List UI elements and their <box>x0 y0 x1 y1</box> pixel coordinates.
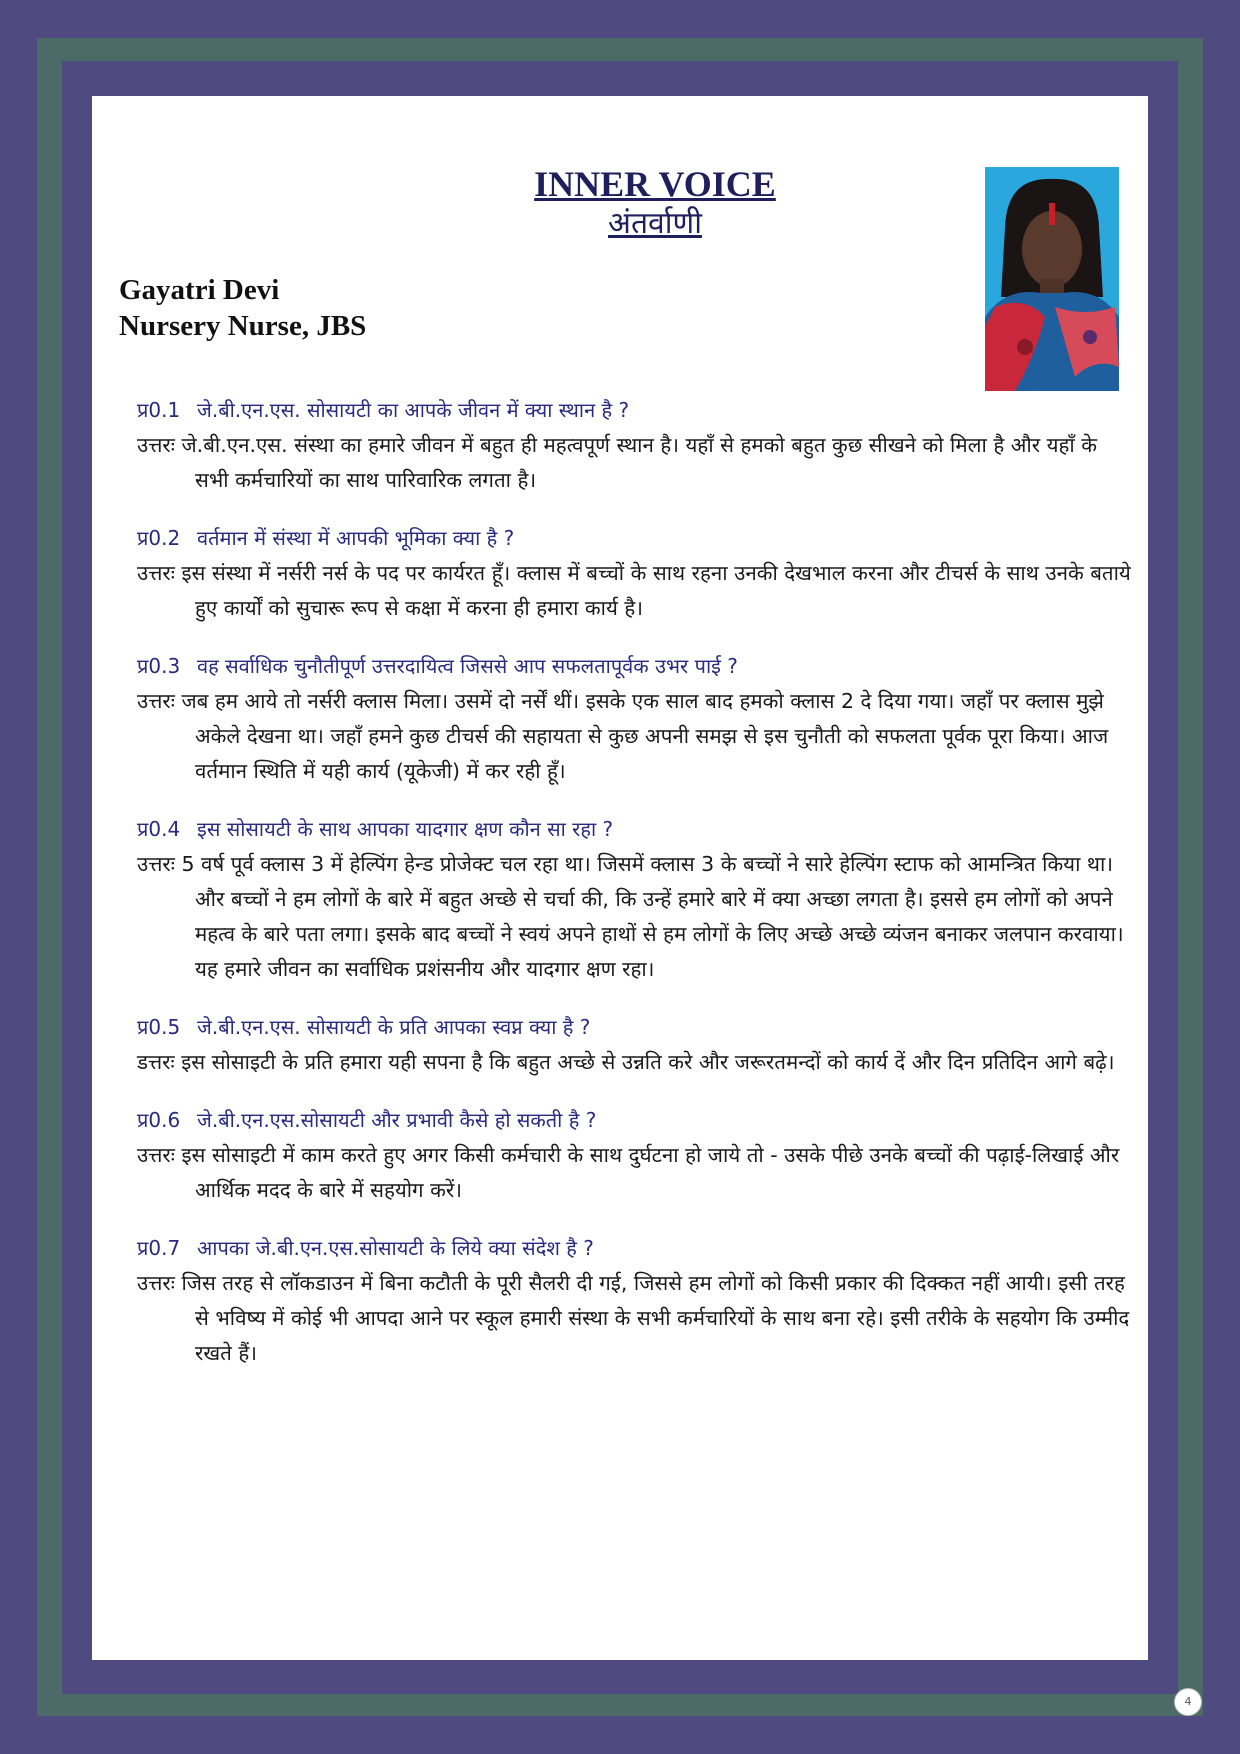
answer-label: डत्तरः <box>137 1050 175 1074</box>
question <box>137 648 1137 684</box>
page-subtitle: अंतर्वाणी <box>608 206 702 241</box>
answer <box>137 1266 1137 1371</box>
answer-label: उत्तरः <box>137 433 175 457</box>
answer-label: उत्तरः <box>137 689 175 713</box>
question <box>137 392 1137 428</box>
answer <box>137 428 1137 498</box>
question-text: जे.बी.एन.एस. सोसायटी के प्रति आपका स्वप्न क्या है ? <box>197 1015 591 1039</box>
question-number: प्र0.7 <box>137 1236 181 1260</box>
qa-item <box>137 520 1137 626</box>
answer-text: इस सोसाइटी के प्रति हमारा यही सपना है कि बहुत अच्छे से उन्नति करे और जरूरतमन्दों को कार्य दें और दिन प्रतिदिन आगे बढ़े। <box>181 1050 1115 1074</box>
author-name: Gayatri Devi <box>119 274 280 306</box>
question-number: प्र0.2 <box>137 526 181 550</box>
question <box>137 520 1137 556</box>
answer <box>137 1045 1137 1080</box>
answer-text: इस सोसाइटी में काम करते हुए अगर किसी कर्मचारी के साथ दुर्घटना हो जाये तो - उसके पीछे उनके बच्चों की पढ़ाई-लिखाई और आर्थिक मदद के बारे में सहयोग करें। <box>181 1143 1120 1202</box>
question <box>137 1230 1137 1266</box>
question-number: प्र0.6 <box>137 1108 181 1132</box>
question-text: इस सोसायटी के साथ आपका यादगार क्षण कौन सा रहा ? <box>197 817 614 841</box>
qa-list <box>137 392 1137 1393</box>
answer <box>137 1138 1137 1208</box>
answer-text: जिस तरह से लॉकडाउन में बिना कटौती के पूरी सैलरी दी गई, जिससे हम लोगों को किसी प्रकार की दिक्कत नहीं आयी। इसी तरह से भविष्य में कोई भी आपदा आने पर स्कूल हमारी संस्था के सभी कर्मचारियों के साथ बना रहे। इसी तरीके के सहयोग कि उम्मीद रखते हैं। <box>181 1271 1130 1365</box>
answer <box>137 556 1137 626</box>
question-number: प्र0.3 <box>137 654 181 678</box>
answer-text: जब हम आये तो नर्सरी क्लास मिला। उसमें दो नर्सें थीं। इसके एक साल बाद हमको क्लास 2 दे दिया गया। जहाँ पर क्लास मुझे अकेले देखना था। जहाँ हमने कुछ टीचर्स की सहायता से कुछ अपनी समझ से इस चुनौती को सफलता पूर्वक पूरा किया। आज वर्तमान स्थिति में यही कार्य (यूकेजी) में कर रही हूँ। <box>181 689 1109 783</box>
document-page <box>92 96 1148 1660</box>
question <box>137 1009 1137 1045</box>
author-block <box>119 272 366 344</box>
question-text: वह सर्वाधिक चुनौतीपूर्ण उत्तरदायित्व जिससे आप सफलतापूर्वक उभर पाई ? <box>197 654 738 678</box>
answer-label: उत्तरः <box>137 1271 175 1295</box>
answer-text: इस संस्था में नर्सरी नर्स के पद पर कार्यरत हूँ। क्लास में बच्चों के साथ रहना उनकी देखभाल करना और टीचर्स के साथ उनके बताये हुए कार्यों को सुचारू रूप से कक्षा में करना ही हमारा कार्य है। <box>181 561 1131 620</box>
question-number: प्र0.1 <box>137 398 181 422</box>
question <box>137 811 1137 847</box>
qa-item <box>137 1009 1137 1080</box>
question-text: जे.बी.एन.एस.सोसायटी और प्रभावी कैसे हो सकती है ? <box>197 1108 597 1132</box>
answer-text: 5 वर्ष पूर्व क्लास 3 में हेल्पिंग हेन्ड प्रोजेक्ट चल रहा था। जिसमें क्लास 3 के बच्चों ने सारे हेल्पिंग स्टाफ को आमन्त्रित किया था। और बच्चों ने हम लोगों के बारे में बहुत अच्छे से चर्चा की, कि उन्हें हमारे बारे में क्या अच्छा लगता है। इससे हम लोगों को अपने महत्व के बारे पता लगा। इसके बाद बच्चों ने स्वयं अपने हाथों से हम लोगों के लिए अच्छे अच्छे व्यंजन बनाकर जलपान करवाया। यह हमारे जीवन का सर्वाधिक प्रशंसनीय और यादगार क्षण रहा। <box>181 852 1124 981</box>
question-text: जे.बी.एन.एस. सोसायटी का आपके जीवन में क्या स्थान है ? <box>197 398 630 422</box>
answer <box>137 847 1137 987</box>
question-number: प्र0.5 <box>137 1015 181 1039</box>
qa-item <box>137 1230 1137 1371</box>
person-portrait-photo <box>985 167 1119 391</box>
qa-item <box>137 648 1137 789</box>
question-number: प्र0.4 <box>137 817 181 841</box>
qa-item <box>137 811 1137 987</box>
answer <box>137 684 1137 789</box>
question <box>137 1102 1137 1138</box>
answer-label: उत्तरः <box>137 561 175 585</box>
answer-label: उत्तरः <box>137 852 175 876</box>
page-number: 4 <box>1174 1688 1202 1716</box>
question-text: वर्तमान में संस्था में आपकी भूमिका क्या है ? <box>197 526 515 550</box>
page-title: INNER VOICE <box>534 164 776 204</box>
author-role: Nursery Nurse, JBS <box>119 310 367 342</box>
question-text: आपका जे.बी.एन.एस.सोसायटी के लिये क्या संदेश है ? <box>197 1236 594 1260</box>
answer-label: उत्तरः <box>137 1143 175 1167</box>
qa-item <box>137 1102 1137 1208</box>
qa-item <box>137 392 1137 498</box>
answer-text: जे.बी.एन.एस. संस्था का हमारे जीवन में बहुत ही महत्वपूर्ण स्थान है। यहाँ से हमको बहुत कुछ सीखने को मिला है और यहाँ के सभी कर्मचारियों का साथ पारिवारिक लगता है। <box>181 433 1097 492</box>
